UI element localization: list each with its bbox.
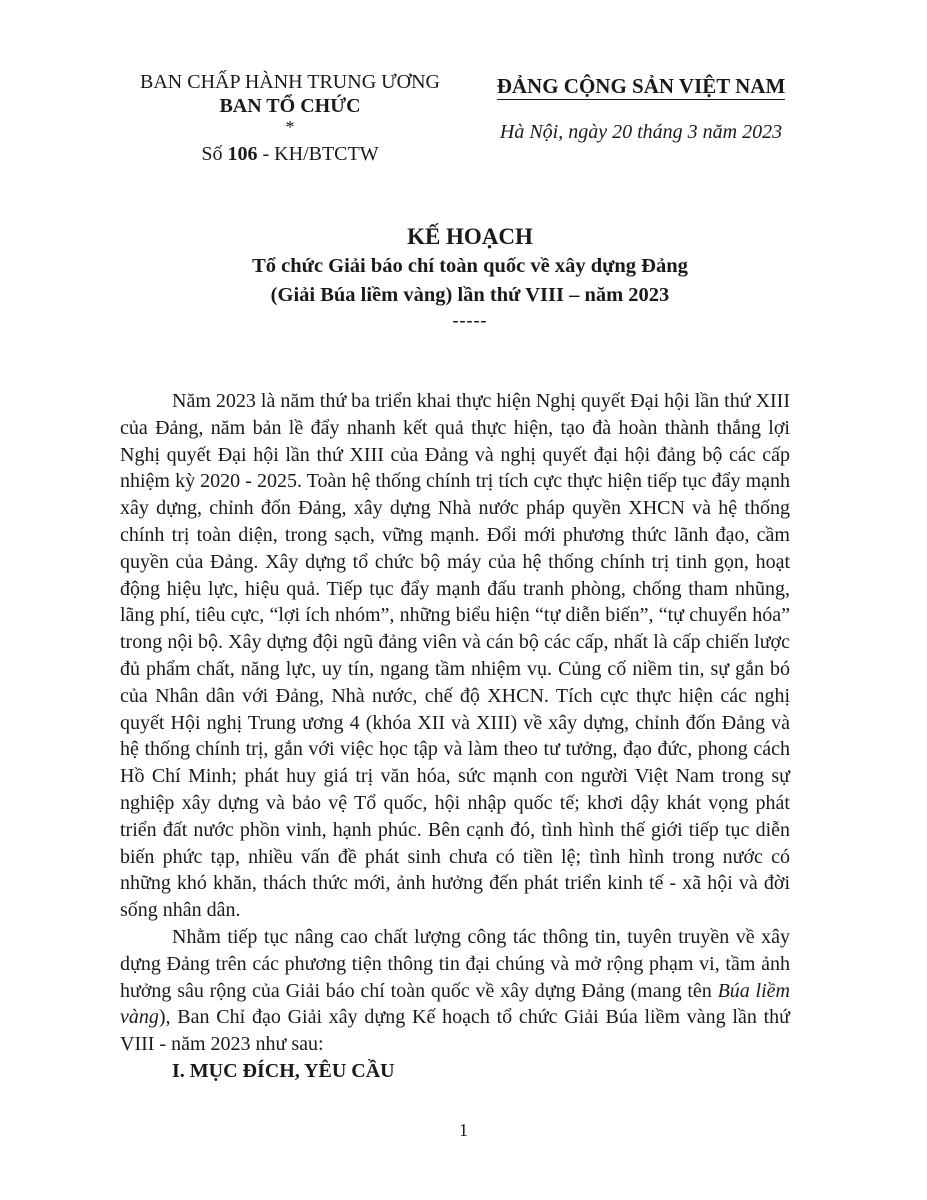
page-number: 1 (459, 1120, 468, 1140)
award-name-italic: Búa liềm vàng (120, 979, 790, 1029)
document-body (120, 388, 790, 1085)
issue-date: Hà Nội, ngày 20 tháng 3 năm 2023 (499, 121, 783, 143)
title-separator: ----- (452, 310, 488, 330)
department-name: BAN TỔ CHỨC (219, 95, 361, 117)
paragraph-2-text-a: Nhằm tiếp tục nâng cao chất lượng công tác thông tin, tuyên truyền về xây dựng Đảng trên các phương tiện thông tin đại chúng và mở rộng phạm vi, tầm ảnh hưởng sâu rộng của Giải báo chí toàn quốc về xây dựng Đảng (mang tên (120, 925, 790, 1002)
section-heading: I. MỤC ĐÍCH, YÊU CẦU (172, 1059, 395, 1082)
paragraph-2-text-b: ), Ban Chỉ đạo Giải xây dựng Kế hoạch tổ chức Giải Búa liềm vàng lần thứ VIII - năm 2023 như sau: (120, 1006, 790, 1056)
organization-name: BAN CHẤP HÀNH TRUNG ƯƠNG (140, 71, 440, 93)
document-type: KẾ HOẠCH (407, 224, 533, 249)
document-number (110, 142, 470, 166)
document-subtitle-line1: Tổ chức Giải báo chí toàn quốc về xây dựng Đảng (252, 255, 688, 277)
title-block (110, 222, 830, 330)
paragraph-1: Năm 2023 là năm thứ ba triển khai thực hiện Nghị quyết Đại hội lần thứ XIII của Đảng, năm bản lề đẩy nhanh kết quả thực hiện, tạo đà hoàn thành thắng lợi Nghị quyết Đại hội lần thứ XIII của Đảng và nghị quyết đại hội đảng bộ các cấp nhiệm kỳ 2020 - 2025. Toàn hệ thống chính trị tích cực thực hiện tiếp tục đẩy mạnh xây dựng, chỉnh đốn Đảng, xây dựng Nhà nước pháp quyền XHCN và hệ thống chính trị toàn diện, trong sạch, vững mạnh. Đổi mới phương thức lãnh đạo, cầm quyền của Đảng. Xây dựng tổ chức bộ máy của hệ thống chính trị tinh gọn, hoạt động hiệu lực, hiệu quả. Tiếp tục đẩy mạnh đấu tranh phòng, chống tham nhũng, lãng phí, tiêu cực, “lợi ích nhóm”, những biểu hiện “tự diễn biến”, “tự chuyển hóa” trong nội bộ. Xây dựng đội ngũ đảng viên và cán bộ các cấp, nhất là cấp chiến lược đủ phẩm chất, năng lực, uy tín, ngang tầm nhiệm vụ. Củng cố niềm tin, sự gắn bó của Nhân dân với Đảng, Nhà nước, chế độ XHCN. Tích cực thực hiện các nghị quyết Hội nghị Trung ương 4 (khóa XII và XIII) về xây dựng, chỉnh đốn Đảng và hệ thống chính trị, gắn với việc học tập và làm theo tư tưởng, đạo đức, phong cách Hồ Chí Minh; phát huy giá trị văn hóa, sức mạnh con người Việt Nam trong sự nghiệp xây dựng và bảo vệ Tổ quốc, hội nhập quốc tế; khơi dậy khát vọng phát triển đất nước phồn vinh, hạnh phúc. Bên cạnh đó, tình hình thế giới tiếp tục diễn biến phức tạp, nhiều vấn đề phát sinh chưa có tiền lệ; tình hình trong nước có những khó khăn, thách thức mới, ảnh hưởng đến phát triển kinh tế - xã hội và đời sống nhân dân. (120, 390, 790, 922)
separator-star: * (285, 117, 295, 137)
issuing-authority-block (110, 70, 470, 166)
number-value: 106 (227, 143, 258, 165)
number-prefix: Số (201, 143, 228, 165)
party-block (482, 74, 800, 144)
document-subtitle-line2: (Giải Búa liềm vàng) lần thứ VIII – năm 2023 (270, 284, 670, 306)
paragraph-2 (120, 924, 790, 1058)
number-suffix: - KH/BTCTW (257, 143, 379, 165)
party-name: ĐẢNG CỘNG SẢN VIỆT NAM (496, 74, 786, 98)
